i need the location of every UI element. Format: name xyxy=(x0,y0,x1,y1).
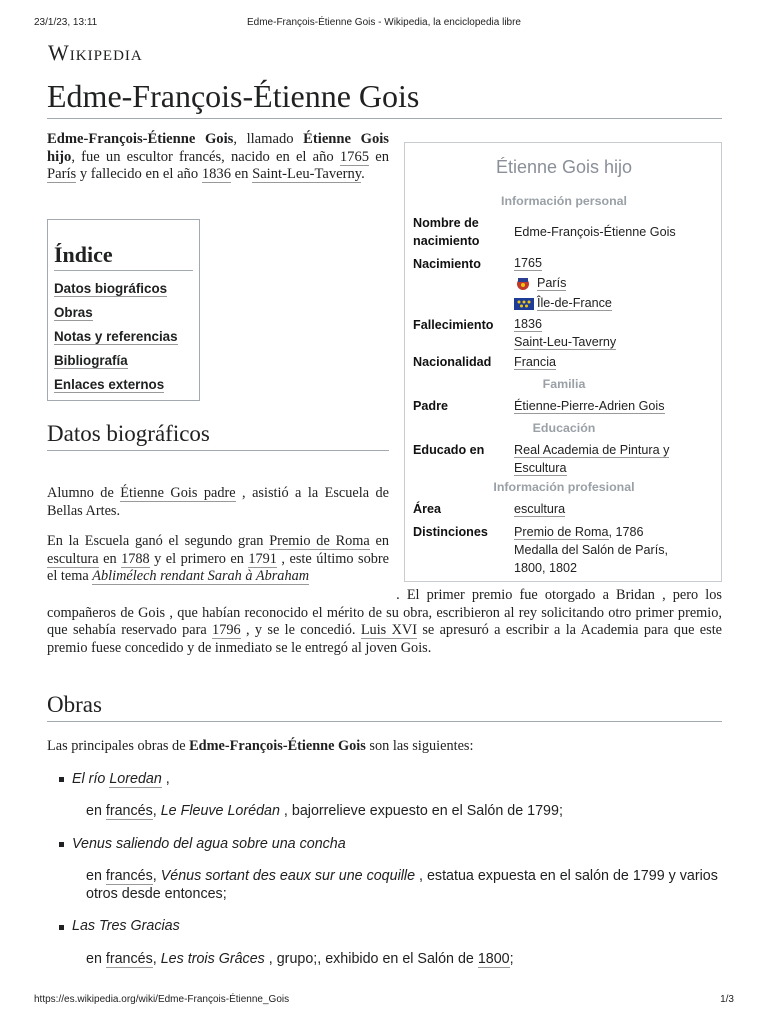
list-item-title xyxy=(72,918,180,936)
intro-paragraph xyxy=(47,131,389,184)
intro-text: , llamado xyxy=(233,131,304,147)
paragraph-escuela xyxy=(47,533,389,586)
infobox-label-area: Área xyxy=(413,502,442,516)
infobox-value-nombre: Edme-François-Étienne Gois xyxy=(514,225,676,239)
heading-datos-biograficos: Datos biográficos xyxy=(47,421,389,451)
infobox-value-area xyxy=(514,500,565,518)
para-text: , estatua expuesta en el salón de 1799 y varios otros desde entonces; xyxy=(86,868,718,902)
para-text: ; xyxy=(509,951,514,967)
para-text: , xyxy=(152,951,161,967)
link-nac-region[interactable]: Île-de-France xyxy=(537,296,612,310)
para-text: , grupo;, exhibido en el Salón de xyxy=(264,951,478,967)
link-year-1791[interactable]: 1791 xyxy=(248,550,277,567)
link-birth-place[interactable]: París xyxy=(47,166,77,182)
link-year-1796[interactable]: 1796 xyxy=(212,622,241,639)
subject-name: Edme-François-Étienne Gois xyxy=(189,738,366,754)
list-item-title xyxy=(72,836,346,854)
para-text: en xyxy=(86,868,106,884)
link-year-1788[interactable]: 1788 xyxy=(121,550,150,567)
toc-item-label: Enlaces externos xyxy=(54,377,165,392)
intro-text: en xyxy=(369,148,389,165)
para-text: , bajorrelieve expuesto en el Salón de 1799; xyxy=(279,803,563,819)
para-text: en xyxy=(98,550,122,567)
toc-item-datos-biograficos[interactable] xyxy=(54,277,193,301)
infobox-section-personal: Información personal xyxy=(501,194,627,208)
link-ablimelech[interactable]: Ablimélech rendant Sarah à Abraham xyxy=(92,568,310,585)
intro-text: y fallecido en el año xyxy=(76,166,202,182)
infobox-value-educado xyxy=(514,441,709,477)
toc-item-notas[interactable] xyxy=(54,325,193,349)
para-text: en xyxy=(86,951,106,967)
work-title-fr: Le Fleuve Lorédan xyxy=(160,803,280,819)
para-text: en xyxy=(369,533,390,549)
work-title: Venus saliendo del agua sobre una concha xyxy=(72,836,346,852)
link-fall-place[interactable]: Saint-Leu-Taverny xyxy=(514,335,617,349)
table-of-contents xyxy=(47,219,200,401)
link-frances[interactable]: francés xyxy=(105,803,153,819)
toc-item-label: Obras xyxy=(54,305,93,320)
toc-item-bibliografia[interactable] xyxy=(54,349,193,373)
infobox-label-padre: Padre xyxy=(413,399,449,413)
infobox-section-familia: Familia xyxy=(542,377,586,391)
link-luis-xvi[interactable]: Luis XVI xyxy=(360,622,417,639)
infobox-value-distinciones xyxy=(514,523,668,577)
list-item-title xyxy=(72,771,170,789)
print-datetime: 23/1/23, 13:11 xyxy=(34,17,98,28)
toc-item-label: Datos biográficos xyxy=(54,281,168,296)
infobox-value-padre xyxy=(514,397,665,415)
link-premio-roma-text[interactable]: Premio de Roma xyxy=(269,533,370,549)
infobox-label-distinciones: Distinciones xyxy=(413,525,488,539)
print-url: https://es.wikipedia.org/wiki/Edme-François-Étienne_Gois xyxy=(34,994,290,1005)
link-nacionalidad[interactable]: Francia xyxy=(514,355,556,369)
para-text: , xyxy=(152,803,161,819)
work-title-fr: Les trois Grâces xyxy=(160,951,265,967)
infobox-section-profesional: Información profesional xyxy=(493,480,635,494)
ile-de-france-flag-icon xyxy=(514,298,534,310)
page-title: Edme-François-Étienne Gois xyxy=(47,76,722,119)
para-text: . El primer premio fue otorgado a Bridan , pero los compañeros de Gois , que habían reconocido el mérito de su obra, escribieron al rey solicitando otro primer premio, que sehabía reservado para xyxy=(47,587,722,639)
link-premio-roma[interactable]: Premio de Roma xyxy=(514,525,609,539)
link-academia[interactable]: Real Academia de Pintura y Escultura xyxy=(514,443,670,475)
list-item-detail xyxy=(86,803,722,821)
infobox-section-educacion: Educación xyxy=(532,421,596,435)
para-text: y el primero en xyxy=(149,550,249,567)
link-escultura[interactable]: escultura xyxy=(514,502,566,516)
link-loredan[interactable]: Loredan xyxy=(109,771,162,787)
list-item-detail xyxy=(86,868,722,903)
para-text: se apresuró a escribir a la Academia para que este premio fuese concedido y de inmediato se le entregó al joven Gois. xyxy=(47,622,723,656)
infobox-label-nacimiento: Nacimiento xyxy=(413,257,481,271)
subject-name: Edme-François-Étienne Gois xyxy=(47,131,234,147)
toc-item-label: Bibliografía xyxy=(54,353,128,368)
infobox-label-nacionalidad: Nacionalidad xyxy=(413,355,492,369)
paragraph-obras-intro xyxy=(47,738,722,756)
link-padre[interactable]: Étienne-Pierre-Adrien Gois xyxy=(514,399,665,413)
link-escultura-text[interactable]: escultura xyxy=(47,550,99,567)
infobox-value-fallecimiento xyxy=(514,315,616,351)
work-title-fr: Vénus sortant des eaux sur une coquille xyxy=(160,868,416,884)
link-nac-year[interactable]: 1765 xyxy=(514,256,543,270)
heading-obras: Obras xyxy=(47,692,722,722)
link-fall-year[interactable]: 1836 xyxy=(514,317,543,331)
para-text: En la Escuela ganó el segundo gran xyxy=(47,533,270,549)
para-text: en xyxy=(86,803,106,819)
link-death-year[interactable]: 1836 xyxy=(201,166,231,182)
toc-item-label: Notas y referencias xyxy=(54,329,178,344)
para-text: , asistió a la Escuela de Bellas Artes. xyxy=(47,485,390,519)
link-gois-padre[interactable]: Étienne Gois padre xyxy=(120,485,236,501)
bullet xyxy=(59,842,64,847)
link-frances[interactable]: francés xyxy=(105,868,153,884)
list-item-detail xyxy=(86,951,722,969)
print-page-number: 1/3 xyxy=(720,994,734,1005)
para-text: , este último sobre el tema xyxy=(47,550,389,585)
work-title: Las Tres Gracias xyxy=(72,918,180,934)
bullet xyxy=(59,925,64,930)
para-text: , xyxy=(152,868,161,884)
link-death-place[interactable]: Saint-Leu-Taverny xyxy=(252,166,362,182)
para-text: Las principales obras de xyxy=(47,738,190,754)
para-text: son las siguientes: xyxy=(365,738,474,754)
distinction-medalla: Medalla del Salón de París, xyxy=(514,543,669,557)
link-nac-place[interactable]: París xyxy=(537,276,567,290)
infobox-value-nacimiento xyxy=(514,254,612,312)
para-text: , y se le concedió. xyxy=(240,622,361,639)
bullet xyxy=(59,777,64,782)
paragraph-escuela-cont xyxy=(47,587,722,657)
toc-title: Índice xyxy=(54,242,193,271)
distinction-years: 1800, 1802 xyxy=(514,561,578,575)
infobox-label-educado: Educado en xyxy=(413,443,485,457)
infobox-label-fallecimiento: Fallecimiento xyxy=(413,318,494,332)
toc-item-enlaces[interactable] xyxy=(54,373,193,397)
link-birth-year[interactable]: 1765 xyxy=(339,148,370,165)
para-text: , xyxy=(161,771,170,787)
infobox xyxy=(404,142,722,582)
infobox-title: Étienne Gois hijo xyxy=(495,157,633,177)
infobox-value-nacionalidad xyxy=(514,353,556,371)
link-year-1800[interactable]: 1800 xyxy=(477,951,510,967)
paris-coat-of-arms-icon xyxy=(514,278,534,290)
print-title: Edme-François-Étienne Gois - Wikipedia, la enciclopedia libre xyxy=(246,17,521,28)
logo-text: Wikipedia xyxy=(48,40,143,65)
distinction-year: , 1786 xyxy=(608,525,644,539)
intro-text: , fue un escultor francés, nacido en el año xyxy=(71,148,340,165)
toc-item-obras[interactable] xyxy=(54,301,193,325)
intro-text: . xyxy=(361,166,365,182)
wikipedia-logo[interactable] xyxy=(48,40,143,66)
para-text: Alumno de xyxy=(47,485,121,501)
infobox-label-nombre: Nombre de nacimiento xyxy=(413,216,480,248)
intro-text: en xyxy=(231,166,253,182)
subject-alias: Étienne Gois hijo xyxy=(47,131,389,165)
work-title: El río xyxy=(72,771,110,787)
link-frances[interactable]: francés xyxy=(105,951,153,967)
paragraph-alumno xyxy=(47,485,389,520)
